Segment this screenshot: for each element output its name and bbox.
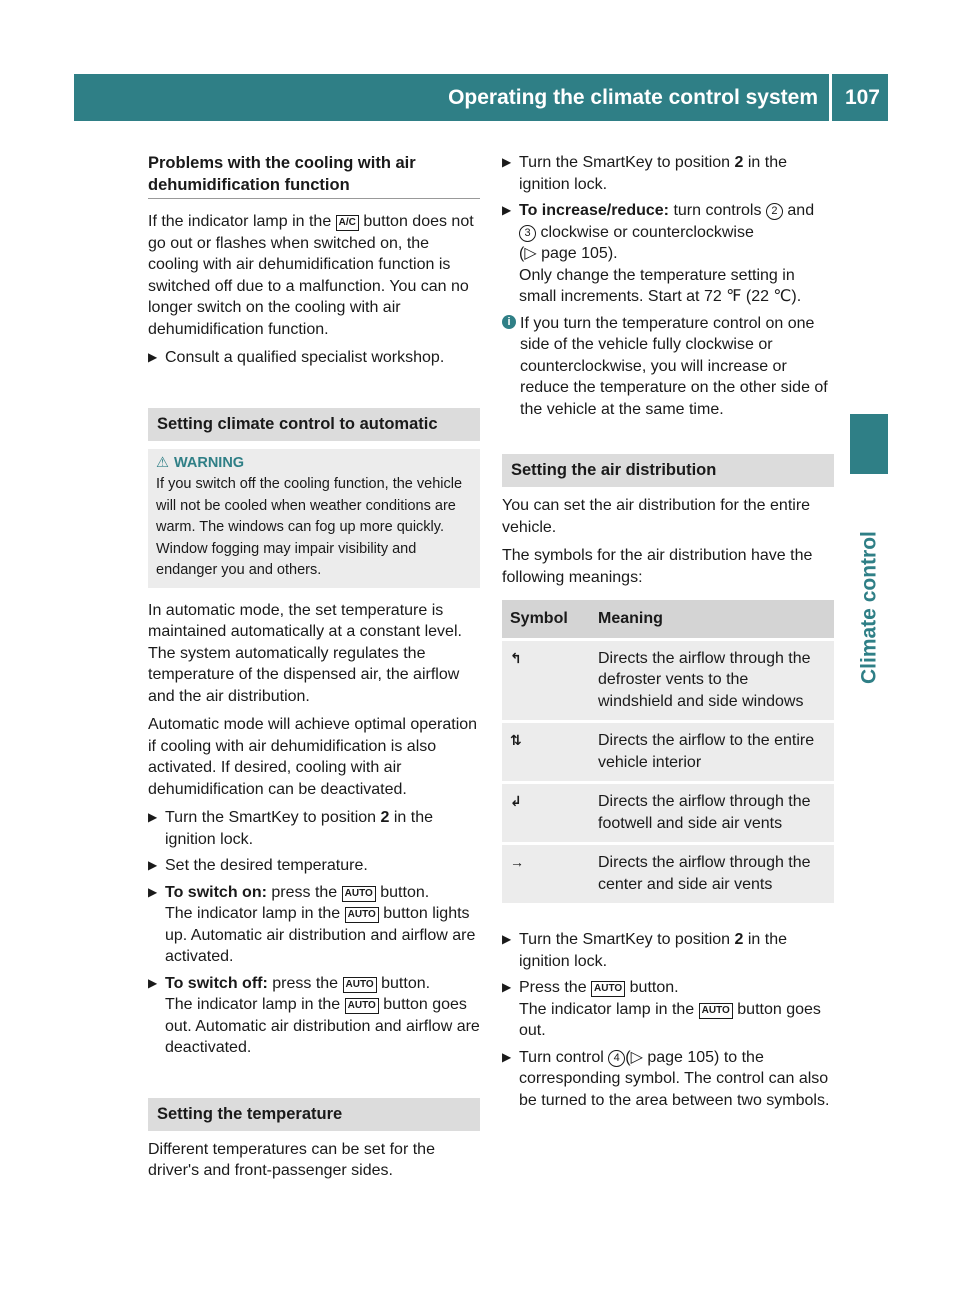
full-interior-airflow-icon: ⇅: [510, 732, 522, 748]
control-4-icon: 4: [608, 1050, 625, 1067]
auto-button-icon: AUTO: [342, 886, 376, 902]
auto-step-3-detail: The indicator lamp in the AUTO button lights up. Automatic air distribution and airflow are activated.: [165, 905, 476, 965]
table-cell-meaning: Directs the airflow through the center and side air vents: [590, 844, 834, 904]
warning-triangle-icon: ⚠: [156, 454, 169, 471]
step-arrow-icon: ▶: [502, 932, 512, 946]
side-tab-marker: [850, 414, 888, 474]
auto-step-2: ▶ Set the desired temperature.: [148, 855, 480, 877]
section-heading-automatic: Setting climate control to automatic: [148, 408, 480, 441]
side-section-label: Climate control: [857, 531, 881, 684]
problems-title: Problems with the cooling with air dehumidification function: [148, 154, 416, 194]
table-row: [502, 639, 834, 722]
auto-step-3: ▶ To switch on: press the AUTO button. The indicator lamp in the AUTO button lights up. Automatic air distribution and airflow are activated.: [148, 882, 480, 968]
problems-step: ▶ Consult a qualified specialist workshop.: [148, 347, 480, 369]
table-header-meaning: Meaning: [590, 600, 834, 639]
air-distribution-table: [502, 600, 834, 903]
step-arrow-icon: ▶: [502, 155, 512, 169]
header-title: Operating the climate control system: [448, 86, 818, 109]
table-row: [502, 783, 834, 844]
page-header: [74, 74, 888, 121]
warning-text: If you switch off the cooling function, the vehicle will not be cooled when weather conditions are warm. The windows can fog up more quickly. Window fogging may impair visibility and endanger you and others.: [156, 476, 463, 578]
temp-step-2-detail: Only change the temperature setting in small increments. Start at 72 ℉ (22 ℃).: [519, 266, 802, 305]
control-3-icon: 3: [519, 225, 536, 242]
section-heading-air-distribution: Setting the air distribution: [502, 454, 834, 487]
warning-box: [148, 449, 480, 588]
warning-title: ⚠ WARNING: [156, 453, 472, 475]
temp-step-1: ▶ Turn the SmartKey to position 2 in the ignition lock.: [502, 154, 788, 193]
page-number: 107: [844, 86, 880, 109]
step-arrow-icon: ▶: [502, 203, 512, 217]
step-arrow-icon: ▶: [502, 980, 512, 994]
table-header-symbol: Symbol: [502, 600, 590, 639]
auto-paragraph-1: In automatic mode, the set temperature is maintained automatically at a constant level. The system automatically regulates the temperature of the dispensed air, the airflow and the air distribution.: [148, 601, 462, 705]
auto-step-4-detail: The indicator lamp in the AUTO button goes out. Automatic air distribution and airflow are deactivated.: [165, 996, 480, 1056]
auto-button-icon: AUTO: [343, 977, 377, 993]
step-arrow-icon: ▶: [148, 810, 158, 824]
page-reference: (▷ page 105).: [519, 245, 618, 262]
step-arrow-icon: ▶: [148, 975, 158, 990]
table-row: [502, 722, 834, 783]
defrost-airflow-icon: ↰: [510, 649, 522, 666]
problems-title-block: [148, 152, 480, 199]
right-column: [502, 152, 834, 1116]
left-column: [148, 152, 480, 1189]
auto-paragraph-2: Automatic mode will achieve optimal operation if cooling with air dehumidification is also activated. If desired, cooling with air dehumidification can be deactivated.: [148, 716, 478, 798]
auto-button-icon: AUTO: [591, 981, 625, 997]
table-row: [502, 844, 834, 904]
step-arrow-icon: ▶: [502, 1049, 512, 1064]
air-paragraph-2: The symbols for the air distribution have the following meanings:: [502, 547, 813, 586]
table-cell-meaning: Directs the airflow through the defroster vents to the windshield and side windows: [590, 639, 834, 722]
auto-step-4: ▶ To switch off: press the AUTO button. The indicator lamp in the AUTO button goes out. Automatic air distribution and airflow are deactivated.: [148, 973, 480, 1059]
air-step-3: ▶ Turn control 4 (▷ page 105) to the corresponding symbol. The control can also be turned to the area between two symbols.: [502, 1048, 830, 1109]
table-cell-meaning: Directs the airflow to the entire vehicle interior: [590, 722, 834, 783]
auto-button-icon: AUTO: [345, 907, 379, 923]
step-arrow-icon: ▶: [148, 350, 158, 364]
temp-paragraph: Different temperatures can be set for the driver's and front-passenger sides.: [148, 1140, 435, 1179]
info-icon: i: [502, 315, 516, 329]
section-heading-temperature: Setting the temperature: [148, 1098, 480, 1131]
header-separator: [829, 74, 832, 121]
footwell-airflow-icon: ↲: [510, 793, 522, 809]
info-note: i If you turn the temperature control on one side of the vehicle fully clockwise or counterclockwise, you will increase or reduce the temperature on the other side of the vehicle at the same time.: [502, 313, 834, 421]
center-vent-airflow-icon: →: [510, 854, 524, 870]
auto-button-icon: AUTO: [345, 998, 379, 1014]
auto-step-1: ▶ Turn the SmartKey to position 2 in the ignition lock.: [148, 809, 434, 848]
ac-button-icon: A/C: [336, 215, 359, 231]
air-paragraph-1: You can set the air distribution for the entire vehicle.: [502, 497, 811, 536]
air-step-2-detail: The indicator lamp in the AUTO button goes out.: [519, 1000, 821, 1039]
problems-paragraph: If the indicator lamp in the A/C button does not go out or flashes when switched on, the cooling with air dehumidification function is switched off due to a malfunction. You can no longer switch on the cooling with air dehumidification function.: [148, 213, 474, 338]
air-step-1: ▶ Turn the SmartKey to position 2 in the ignition lock.: [502, 931, 788, 970]
air-step-2: ▶ Press the AUTO button. The indicator lamp in the AUTO button goes out.: [502, 977, 834, 1042]
temp-step-2: ▶ To increase/reduce: turn controls 2 and 3 clockwise or counterclockwise (▷ page 105). Only change the temperature setting in small increments. Start at 72 ℉ (22 ℃).: [502, 200, 834, 308]
step-arrow-icon: ▶: [148, 884, 158, 899]
step-arrow-icon: ▶: [148, 858, 158, 872]
control-2-icon: 2: [766, 203, 783, 220]
table-cell-meaning: Directs the airflow through the footwell and side air vents: [590, 783, 834, 844]
auto-button-icon: AUTO: [699, 1003, 733, 1019]
